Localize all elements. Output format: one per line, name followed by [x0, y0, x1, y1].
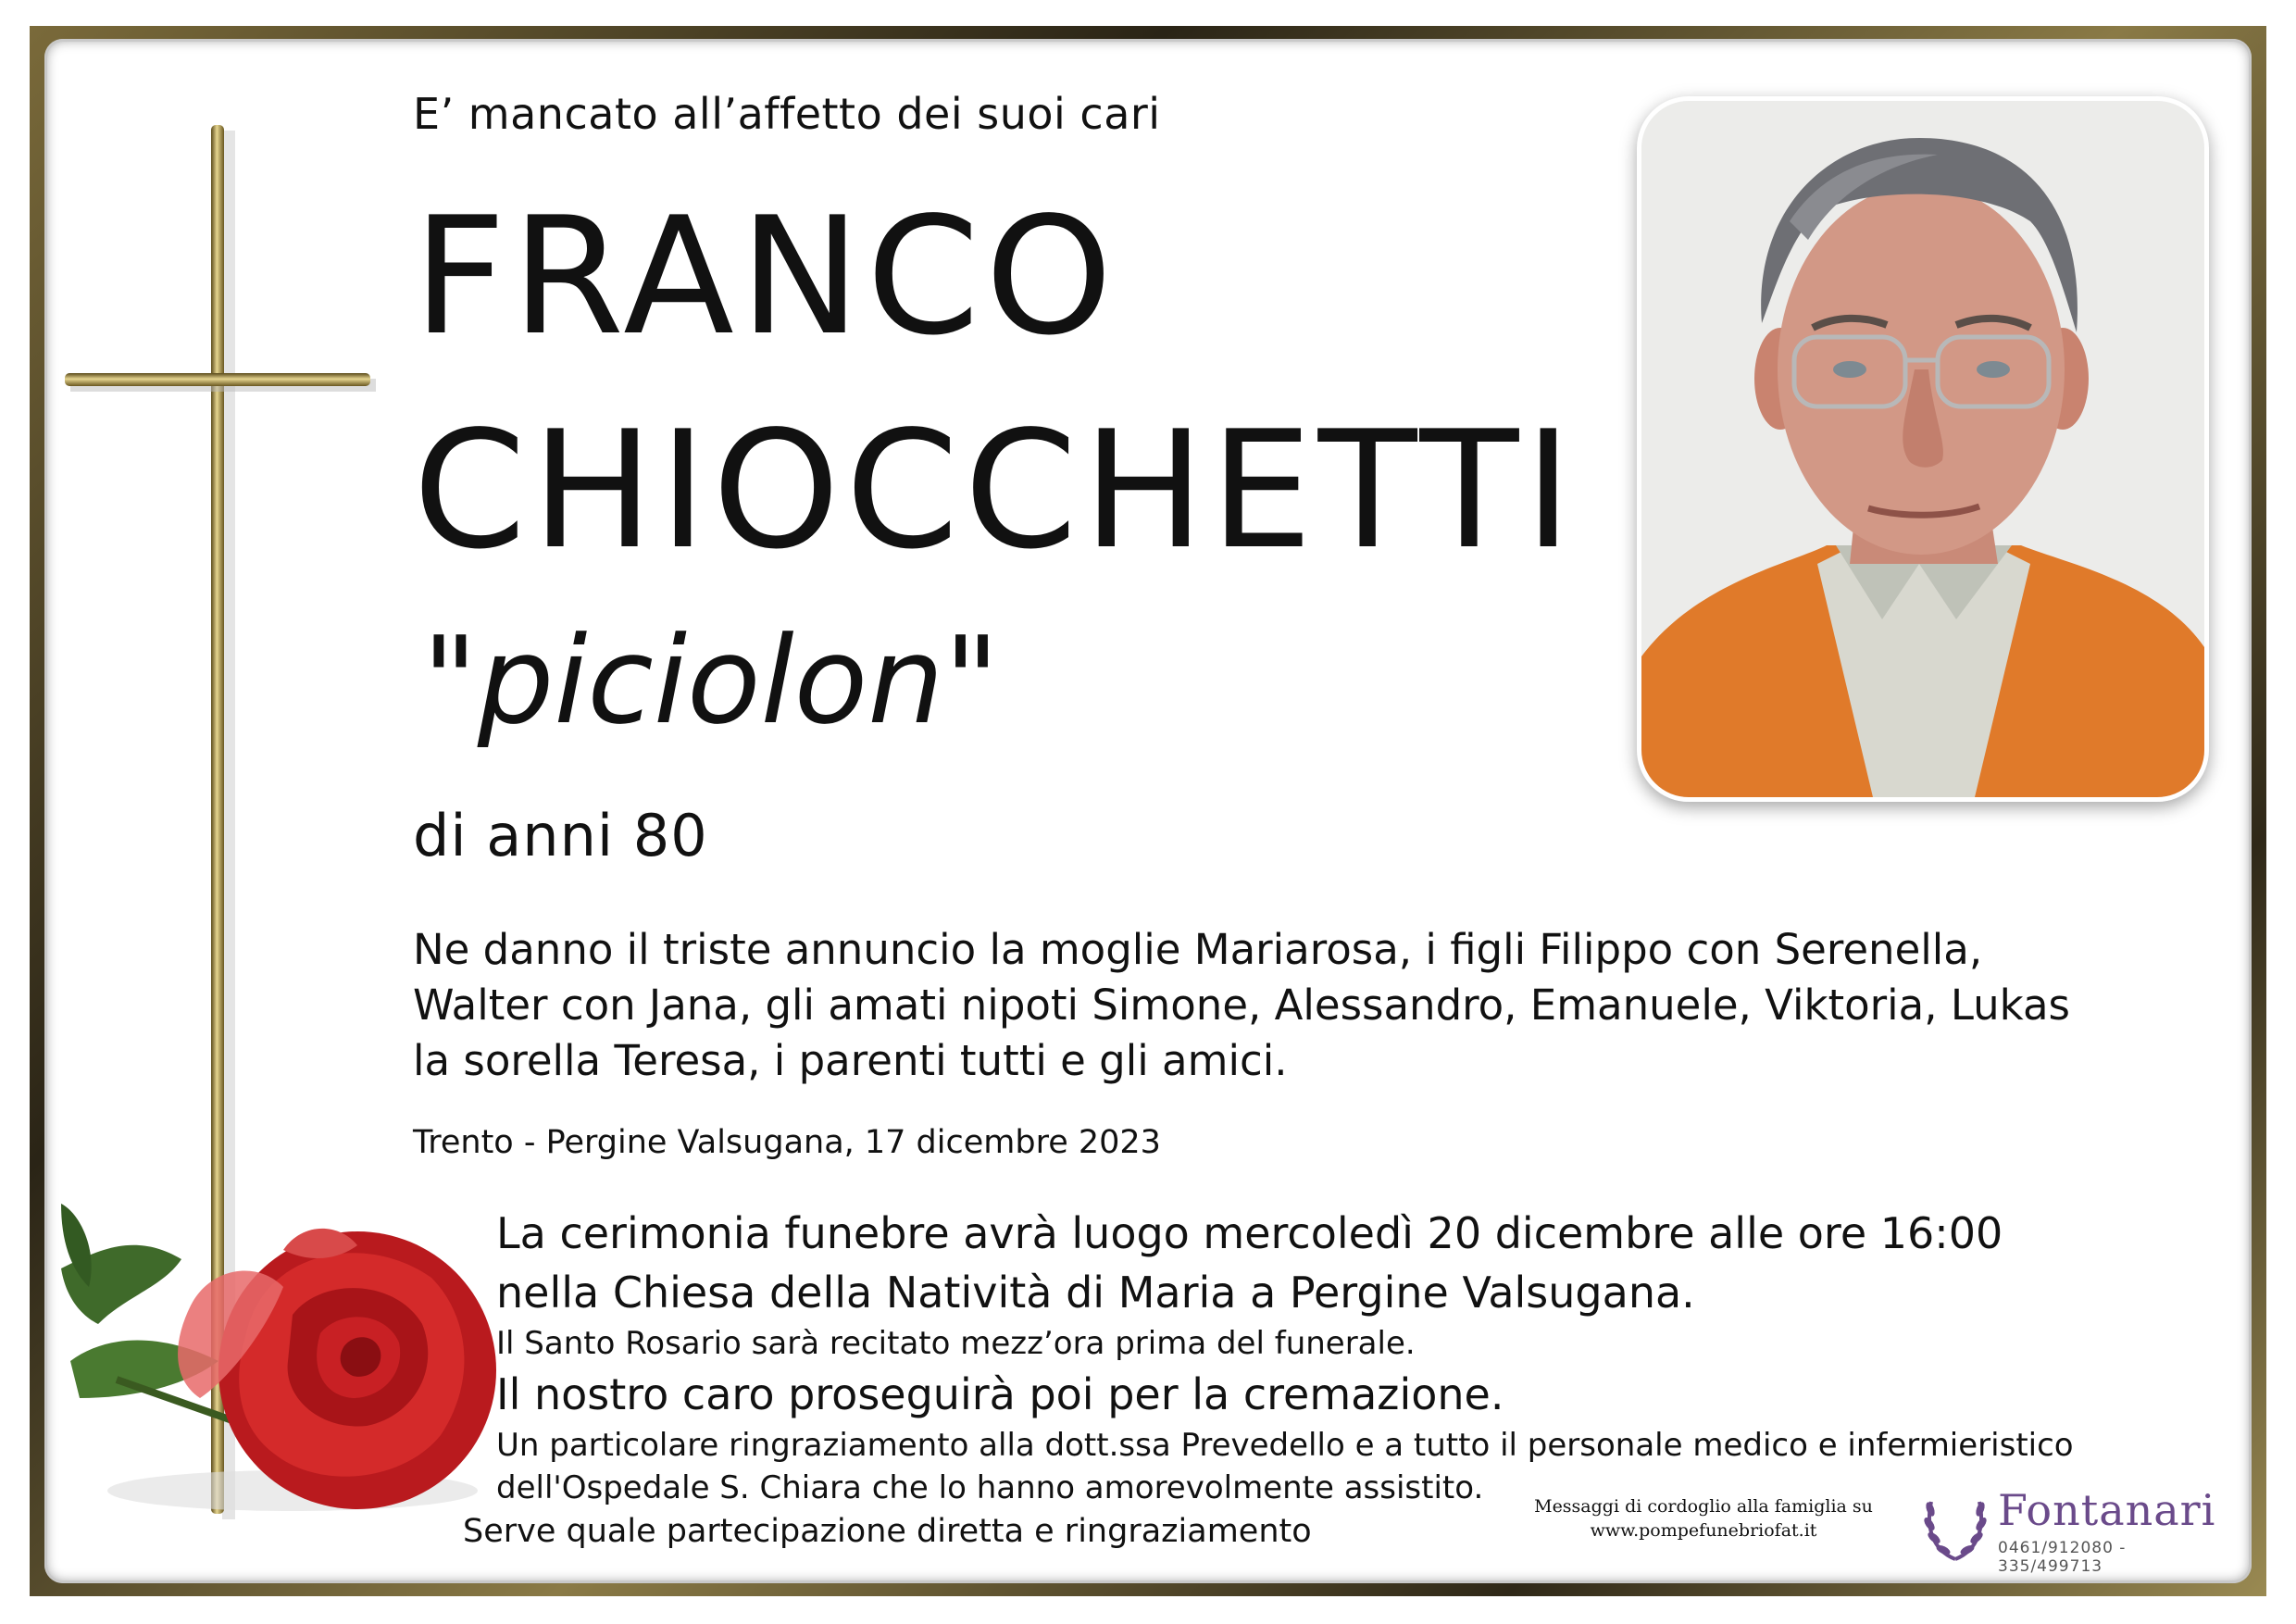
intro-text: E’ mancato all’affetto dei suoi cari: [413, 89, 1161, 139]
announcement: [413, 922, 2070, 1089]
rose-icon: [61, 1194, 496, 1528]
rosary-note: Il Santo Rosario sarà recitato mezz’ora prima del funerale.: [496, 1325, 1416, 1362]
ceremony-line: nella Chiesa della Natività di Maria a Pergine Valsugana.: [496, 1268, 1695, 1318]
thanks-line: dell'Ospedale S. Chiara che lo hanno amorevolmente assistito.: [496, 1469, 1484, 1506]
ceremony-line: La cerimonia funebre avrà luogo mercoledì 20 dicembre alle ore 16:00: [496, 1208, 2003, 1258]
first-name: FRANCO: [413, 183, 1118, 371]
last-name: CHIOCCHETTI: [413, 397, 1578, 585]
age-text: di anni 80: [413, 802, 708, 869]
ceremony-details: [496, 1204, 2089, 1509]
announcement-line: Walter con Jana, gli amati nipoti Simone, Alessandro, Emanuele, Viktoria, Lukas: [413, 981, 2070, 1030]
logo-name: Fontanari: [1998, 1485, 2216, 1535]
footer-note: Serve quale partecipazione diretta e ringraziamento: [463, 1513, 1312, 1550]
portrait-photo: [1637, 96, 2209, 802]
nickname: "piciolon": [422, 610, 1000, 751]
thanks-line: Un particolare ringraziamento alla dott.ssa Prevedello e a tutto il personale medico e infermieristico: [496, 1427, 2074, 1464]
cremation-note: Il nostro caro proseguirà poi per la cremazione.: [496, 1369, 1504, 1419]
laurel-icon: [1918, 1485, 1992, 1568]
condolence-info: [1518, 1494, 1889, 1543]
place-date: Trento - Pergine Valsugana, 17 dicembre 2023: [413, 1124, 1161, 1161]
announcement-line: la sorella Teresa, i parenti tutti e gli amici.: [413, 1036, 1288, 1085]
condolence-website[interactable]: www.pompefunebriofat.it: [1590, 1520, 1817, 1541]
condolence-line: Messaggi di cordoglio alla famiglia su: [1534, 1496, 1873, 1517]
logo-phones: 0461/912080 - 335/499713: [1998, 1539, 2127, 1576]
funeral-home-logo: [1918, 1485, 2233, 1576]
announcement-line: Ne danno il triste annuncio la moglie Mariarosa, i figli Filippo con Serenella,: [413, 925, 1983, 974]
